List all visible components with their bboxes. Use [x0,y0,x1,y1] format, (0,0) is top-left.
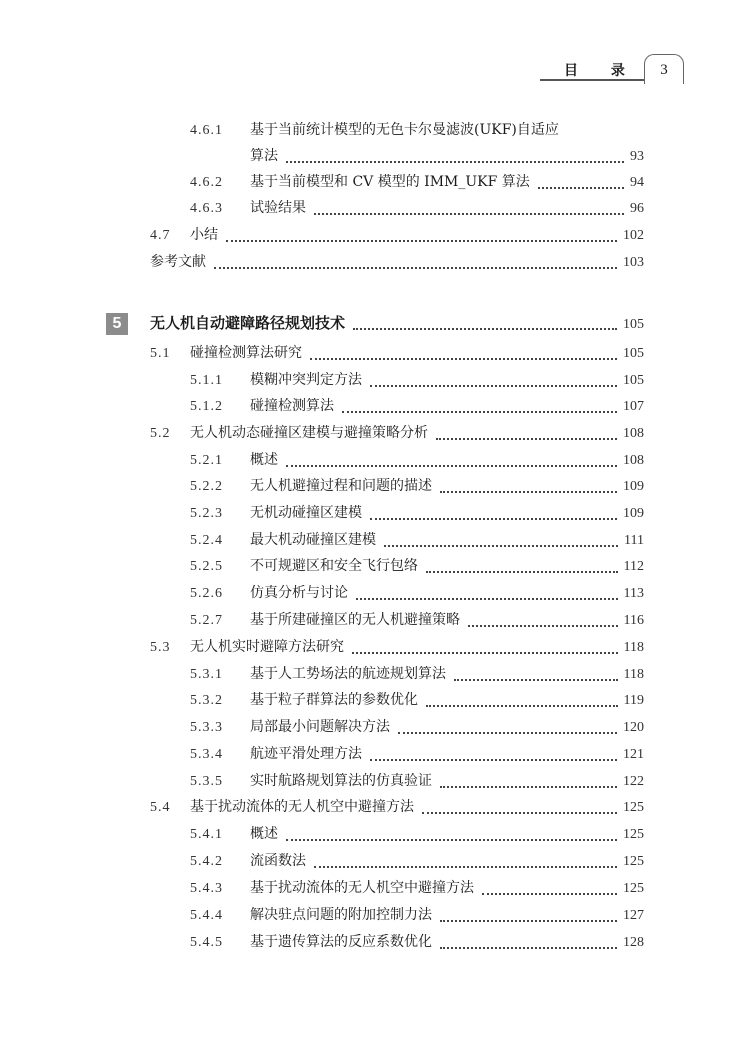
toc-title: 小结 [190,227,218,243]
toc-page: 128 [623,935,644,950]
toc-entry[interactable] [190,172,644,193]
toc-page: 119 [623,693,644,708]
toc-page: 105 [623,373,644,388]
toc-title: 基于扰动流体的无人机空中避撞方法 [190,799,414,815]
toc-entry[interactable] [190,824,644,845]
toc-entry[interactable] [190,690,644,711]
toc-entry[interactable] [190,370,644,391]
leader-dots [286,161,624,163]
header-title: 目 录 [564,63,639,79]
toc-entry[interactable] [190,851,644,872]
leader-dots [314,866,617,868]
toc-number: 5.4.3 [190,881,223,896]
toc-title: 基于粒子群算法的参数优化 [250,692,418,708]
toc-title: 局部最小问题解决方法 [250,719,390,735]
toc-title: 基于所建碰撞区的无人机避撞策略 [250,612,460,628]
toc-entry[interactable] [150,225,644,246]
leader-dots [440,786,617,788]
leader-dots [342,411,617,413]
leader-dots [286,465,617,467]
toc-number: 4.6.2 [190,175,223,190]
toc-number: 5.2.1 [190,453,223,468]
leader-dots [440,947,617,949]
leader-dots [356,598,618,600]
toc-number: 5.2.5 [190,559,223,574]
toc-number: 5.3.3 [190,720,223,735]
toc-page: 103 [623,255,644,270]
running-header [540,52,686,86]
toc-page: 105 [623,346,644,361]
toc-entry[interactable] [150,797,644,818]
toc-number: 5.4.1 [190,827,223,842]
toc-entry[interactable] [190,717,644,738]
toc-number: 5.4.5 [190,935,223,950]
leader-dots [384,545,618,547]
toc-title: 参考文献 [150,254,206,270]
toc-title: 基于人工势场法的航迹规划算法 [250,666,446,682]
toc-title: 仿真分析与讨论 [250,585,348,601]
chapter-heading[interactable] [150,313,644,335]
toc-number: 5.1.1 [190,373,223,388]
toc-title: 概述 [250,826,278,842]
page-number-tab [644,54,684,84]
toc-entry[interactable] [190,476,644,497]
toc-entry[interactable] [190,530,644,551]
toc-title: 基于扰动流体的无人机空中避撞方法 [250,880,474,896]
toc-number: 5.3.1 [190,667,223,682]
toc-title: 碰撞检测算法研究 [190,345,302,361]
toc-number: 5.2.6 [190,586,223,601]
toc-title: 概述 [250,452,278,468]
leader-dots [454,679,618,681]
toc-entry[interactable] [150,637,644,658]
leader-dots [310,358,617,360]
leader-dots [398,732,617,734]
toc-page: 127 [623,908,644,923]
chapter-title: 无人机自动避障路径规划技术 [150,314,346,332]
leader-dots [370,518,617,520]
toc-entry[interactable] [190,744,644,765]
toc-number: 5.3.5 [190,774,223,789]
toc-page: 125 [623,800,644,815]
toc-page: 105 [623,317,644,332]
toc-page: 108 [623,426,644,441]
toc-entry[interactable] [150,343,644,364]
toc-title: 不可规避区和安全飞行包络 [250,558,418,574]
toc-entry[interactable] [190,932,644,953]
leader-dots [468,625,618,627]
toc-title: 试验结果 [250,200,306,216]
toc-number: 5.1 [150,346,171,361]
toc-page: 108 [623,453,644,468]
leader-dots [226,240,617,242]
toc-page: 116 [623,613,644,628]
toc-page: 113 [623,586,644,601]
toc-entry[interactable] [190,450,644,471]
toc-entry[interactable] [190,503,644,524]
leader-dots [440,491,617,493]
toc-entry[interactable] [190,664,644,685]
toc-page: 102 [623,228,644,243]
toc-entry[interactable] [190,583,644,604]
chapter-number-badge: 5 [106,313,128,335]
leader-dots [286,839,617,841]
toc-page: 96 [630,201,644,216]
leader-dots [426,705,618,707]
leader-dots [440,920,617,922]
toc-title: 实时航路规划算法的仿真验证 [250,773,432,789]
toc-title: 无人机动态碰撞区建模与避撞策略分析 [190,425,428,441]
toc-title: 基于遗传算法的反应系数优化 [250,934,432,950]
leader-dots [214,267,617,269]
leader-dots [482,893,617,895]
toc-page: 118 [623,640,644,655]
leader-dots [426,571,618,573]
toc-number: 5.2.3 [190,506,223,521]
toc-title: 解决驻点问题的附加控制力法 [250,907,432,923]
toc-number: 4.7 [150,228,171,243]
leader-dots [538,187,624,189]
toc-number: 5.3 [150,640,171,655]
leader-dots [370,385,617,387]
toc-entry[interactable] [190,120,640,141]
toc-title: 无人机避撞过程和问题的描述 [250,478,432,494]
toc-page: 109 [623,506,644,521]
toc-page: 122 [623,774,644,789]
toc-title: 算法 [250,148,278,164]
toc-title: 无人机实时避障方法研究 [190,639,344,655]
toc-number: 5.2 [150,426,171,441]
toc-title: 基于当前模型和 CV 模型的 IMM_UKF 算法 [250,174,530,190]
leader-dots [370,759,617,761]
leader-dots [436,438,617,440]
toc-entry[interactable] [190,198,644,219]
toc-number: 4.6.3 [190,201,223,216]
toc-entry[interactable] [250,146,644,167]
toc-page: 118 [623,667,644,682]
leader-dots [422,812,617,814]
toc-title: 流函数法 [250,853,306,869]
toc-page: 120 [623,720,644,735]
leader-dots [314,213,624,215]
toc-page: 121 [623,747,644,762]
toc-entry[interactable] [190,556,644,577]
toc-entry[interactable] [190,905,644,926]
leader-dots [352,652,618,654]
toc-page: 125 [623,881,644,896]
toc-entry[interactable] [150,423,644,444]
toc-page: 125 [623,827,644,842]
toc-entry[interactable] [150,252,644,273]
toc-page: 93 [630,149,644,164]
toc-number: 5.3.4 [190,747,223,762]
toc-title: 航迹平滑处理方法 [250,746,362,762]
toc-title: 基于当前统计模型的无色卡尔曼滤波(UKF)自适应 [250,122,559,138]
toc-entry[interactable] [190,878,644,899]
toc-number: 4.6.1 [190,123,223,138]
toc-page: 112 [623,559,644,574]
toc-title: 模糊冲突判定方法 [250,372,362,388]
toc-entry[interactable] [190,396,644,417]
toc-number: 5.2.2 [190,479,223,494]
toc-title: 无机动碰撞区建模 [250,505,362,521]
header-rule [540,79,644,81]
toc-number: 5.4 [150,800,171,815]
toc-number: 5.4.2 [190,854,223,869]
toc-number: 5.4.4 [190,908,223,923]
toc-page: 107 [623,399,644,414]
page-number: 3 [660,62,668,78]
toc-page: 109 [623,479,644,494]
toc-page: 125 [623,854,644,869]
toc-entry[interactable] [190,771,644,792]
leader-dots [353,328,617,330]
toc-page: 94 [630,175,644,190]
toc-title: 最大机动碰撞区建模 [250,532,376,548]
toc-entry[interactable] [190,610,644,631]
toc-number: 5.2.4 [190,533,223,548]
toc-number: 5.3.2 [190,693,223,708]
toc-number: 5.2.7 [190,613,223,628]
toc-page: 111 [624,533,644,548]
toc-title: 碰撞检测算法 [250,398,334,414]
toc-number: 5.1.2 [190,399,223,414]
